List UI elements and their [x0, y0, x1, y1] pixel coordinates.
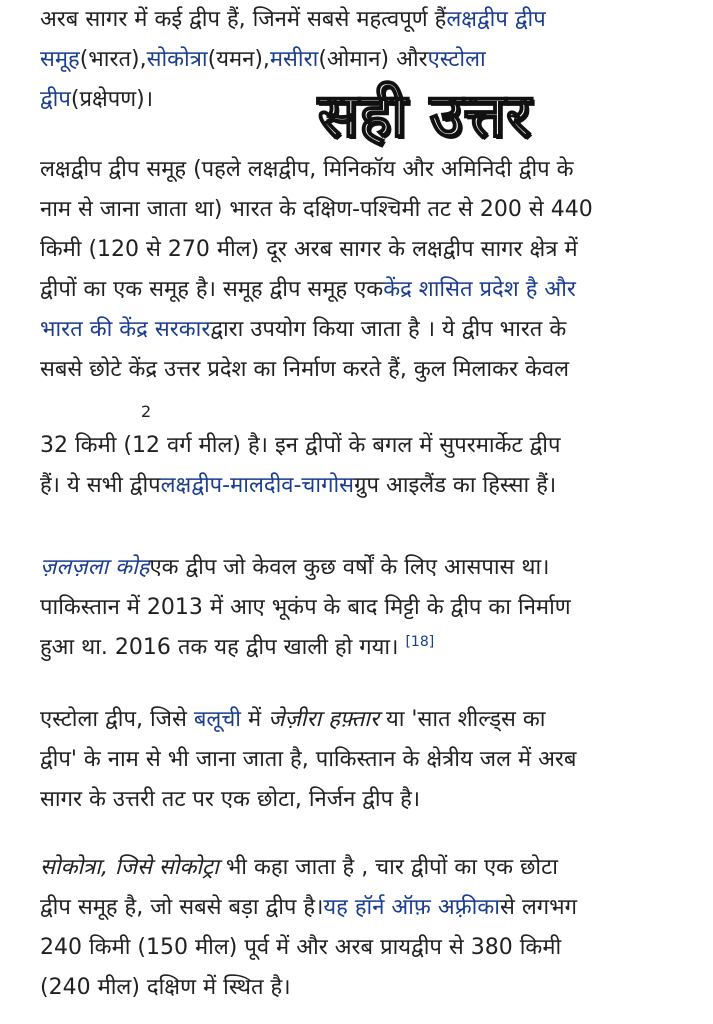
text: (यमन),	[207, 47, 270, 72]
text: से लगभग	[499, 895, 577, 920]
text: या 'सात शील्ड्स का	[378, 707, 546, 732]
line: किमी (120 से 270 मील) दूर अरब सागर के लक्षद्वीप सागर क्षेत्र में	[40, 237, 578, 262]
text: द्वीप समूह है, जो सबसे बड़ा द्वीप है।	[40, 895, 324, 920]
text: हुआ था. 2016 तक यह द्वीप खाली हो गया।	[40, 635, 399, 660]
link-astola[interactable]: एस्टोला	[427, 47, 486, 72]
line: सबसे छोटे केंद्र उत्तर प्रदेश का निर्माण करते हैं, कुल मिलाकर केवल	[40, 357, 570, 382]
link-socotra[interactable]: सोकोत्रा	[146, 47, 208, 72]
text: (ओमान) और	[318, 47, 428, 72]
superscript-2: 2	[141, 402, 152, 421]
paragraph-zalzala	[40, 548, 680, 668]
link-samooh[interactable]: समूह	[40, 47, 80, 72]
line	[40, 466, 680, 506]
paragraph-lakshadweep	[40, 150, 680, 506]
line	[40, 888, 680, 928]
text: अरब सागर में कई द्वीप हैं, जिनमें सबसे महत्वपूर्ण हैं	[40, 7, 447, 32]
line-spacer	[40, 390, 680, 426]
text: भी कहा जाता है , चार द्वीपों का एक छोटा	[218, 855, 558, 880]
line	[40, 548, 680, 588]
line: 32 किमी (12 वर्ग मील) है। इन द्वीपों के बगल में सुपरमार्केट द्वीप	[40, 433, 561, 458]
line	[40, 310, 680, 350]
text: द्वीपों का एक समूह है। समूह द्वीप समूह एक	[40, 277, 384, 302]
line	[40, 628, 680, 668]
line: (240 मील) दक्षिण में स्थित है।	[40, 975, 291, 1000]
line	[40, 848, 680, 888]
text: एस्टोला द्वीप, जिसे	[40, 707, 194, 732]
paragraph-socotra	[40, 848, 680, 1008]
reference-18[interactable]: [18]	[405, 634, 435, 650]
line: 240 किमी (150 मील) पूर्व में और अरब प्रायद्वीप से 380 किमी	[40, 935, 562, 960]
line	[40, 0, 680, 40]
text: ग्रुप आइलैंड का हिस्सा हैं।	[354, 473, 557, 498]
text-socotra: सोकोत्रा, जिसे सोकोट्रा	[40, 855, 219, 880]
line	[40, 700, 680, 740]
line	[40, 40, 680, 80]
line: द्वीप' के नाम से भी जाना जाता है, पाकिस्तान के क्षेत्रीय जल में अरब	[40, 747, 577, 772]
text: हैं। ये सभी द्वीप	[40, 473, 161, 498]
line: लक्षद्वीप द्वीप समूह (पहले लक्षद्वीप, मिनिकॉय और अमिनिदी द्वीप के	[40, 157, 574, 182]
line: सागर के उत्तरी तट पर एक छोटा, निर्जन द्वीप है।	[40, 787, 421, 812]
link-union-territory[interactable]: केंद्र शासित प्रदेश है और	[383, 277, 576, 302]
answer-stamp: सही उत्तर	[318, 81, 532, 151]
link-dweep[interactable]: द्वीप	[40, 87, 71, 112]
text: एक द्वीप जो केवल कुछ वर्षों के लिए आसपास था।	[149, 555, 550, 580]
line: पाकिस्तान में 2013 में आए भूकंप के बाद मिट्टी के द्वीप का निर्माण	[40, 595, 571, 620]
link-central-govt[interactable]: भारत की केंद्र सरकार	[40, 317, 211, 342]
line: नाम से जाना जाता था) भारत के दक्षिण-पश्चिमी तट से 200 से 440	[40, 197, 593, 222]
link-zalzala-koh[interactable]: ज़लज़ला कोह	[40, 555, 150, 580]
text: (भारत),	[79, 47, 147, 72]
text: (प्रक्षेपण)।	[70, 87, 154, 112]
text: में	[241, 707, 269, 732]
link-masirah[interactable]: मसीरा	[269, 47, 319, 72]
text-jezira: जेज़ीरा हफ़्तार	[268, 707, 379, 732]
text: द्वारा उपयोग किया जाता है । ये द्वीप भारत के	[210, 317, 567, 342]
paragraph-astola	[40, 700, 680, 820]
link-horn-of-africa[interactable]: यह हॉर्न ऑफ़ अफ़्रीका	[323, 895, 500, 920]
link-lmc-group[interactable]: लक्षद्वीप-मालदीव-चागोस	[160, 473, 355, 498]
link-lakshadweep[interactable]: लक्षद्वीप द्वीप	[446, 7, 546, 32]
link-balochi[interactable]: बलूची	[193, 707, 241, 732]
line	[40, 270, 680, 310]
